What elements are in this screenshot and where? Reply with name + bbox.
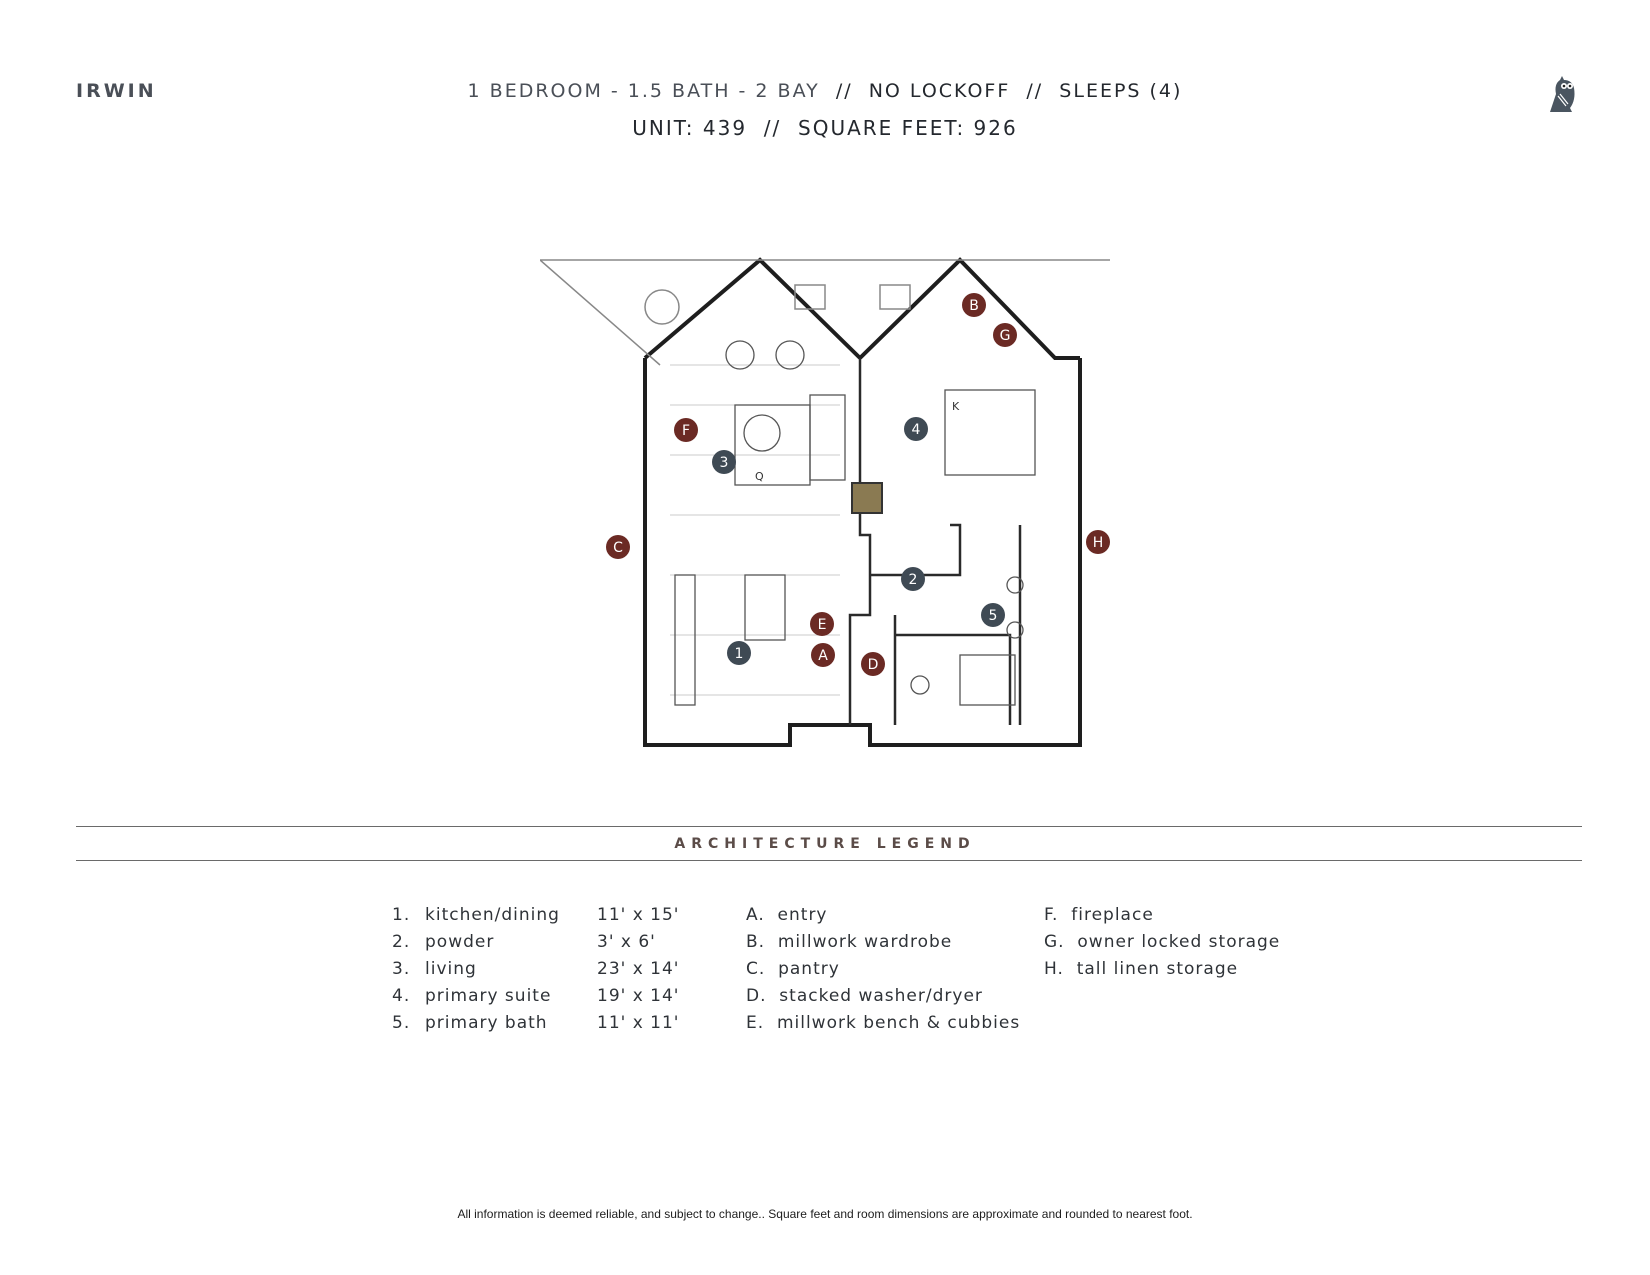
svg-text:C: C (613, 540, 623, 556)
room-marker-5 (981, 603, 1005, 627)
sofa (810, 395, 845, 480)
svg-text:4: 4 (911, 422, 921, 438)
list-item: H. tall linen storage (1044, 959, 1239, 979)
separator: // (763, 116, 782, 140)
legend-bottom-rule (76, 860, 1582, 861)
svg-text:H: H (1092, 535, 1104, 551)
list-item: D. stacked washer/dryer (746, 986, 983, 1006)
sleeps-count: SLEEPS (4) (1059, 80, 1183, 102)
disclaimer: All information is deemed reliable, and subject to change.. Square feet and room dimensions are approximate and rounded to nearest foot. (457, 1207, 1193, 1221)
list-item: 3. living 23' x 14' (392, 959, 680, 979)
fireplace-block (852, 483, 882, 513)
list-item: C. pantry (746, 959, 840, 979)
feature-marker-e (810, 612, 834, 636)
square-feet: SQUARE FEET: 926 (798, 116, 1018, 140)
list-item: 1. kitchen/dining 11' x 15' (392, 905, 680, 925)
unit-details (0, 116, 1650, 140)
feature-marker-b (962, 293, 986, 317)
svg-text:E: E (817, 617, 827, 633)
list-item: 5. primary bath 11' x 11' (392, 1013, 680, 1033)
balcony-table (645, 290, 679, 324)
svg-text:5: 5 (988, 608, 998, 624)
list-item: G. owner locked storage (1044, 932, 1281, 952)
floor-plan (540, 255, 1110, 755)
feature-marker-c (606, 535, 630, 559)
toilet (911, 676, 929, 694)
list-item: 4. primary suite 19' x 14' (392, 986, 680, 1006)
king-bed-label: K (952, 400, 960, 413)
list-item: 2. powder 3' x 6' (392, 932, 656, 952)
brand-logo-text: IRWIN (76, 80, 157, 102)
svg-text:3: 3 (719, 455, 729, 471)
svg-text:D: D (867, 657, 879, 673)
lockoff-status: NO LOCKOFF (868, 80, 1011, 102)
room-marker-2 (901, 567, 925, 591)
unit-number: UNIT: 439 (632, 116, 748, 140)
feature-marker-g (993, 323, 1017, 347)
separator: // (835, 80, 853, 102)
legend-title: ARCHITECTURE LEGEND (674, 836, 976, 852)
svg-text:2: 2 (908, 572, 918, 588)
bay-wall-left (645, 260, 860, 358)
svg-text:G: G (999, 328, 1011, 344)
list-item: A. entry (746, 905, 828, 925)
balcony-rail (540, 260, 1110, 365)
svg-text:B: B (969, 298, 979, 314)
shower (960, 655, 1015, 705)
list-item: B. millwork wardrobe (746, 932, 953, 952)
feature-marker-f (674, 418, 698, 442)
balcony-chair (880, 285, 910, 309)
feature-list (746, 902, 1046, 1037)
unit-type: 1 BEDROOM - 1.5 BATH - 2 BAY (467, 80, 820, 102)
room-marker-1 (727, 641, 751, 665)
list-item: F. fireplace (1044, 905, 1154, 925)
feature-marker-d (861, 652, 885, 676)
coffee-table (744, 415, 780, 451)
feature-marker-h (1086, 530, 1110, 554)
feature-list (1044, 902, 1344, 983)
rug (735, 405, 810, 485)
owl-logo-icon (1540, 72, 1584, 116)
feature-marker-a (811, 643, 835, 667)
room-list (392, 902, 712, 1037)
unit-summary (0, 80, 1650, 102)
svg-text:1: 1 (734, 646, 744, 662)
svg-text:F: F (681, 423, 691, 439)
room-marker-3 (712, 450, 736, 474)
list-item: E. millwork bench & cubbies (746, 1013, 1021, 1033)
interior-wall (895, 615, 1010, 725)
kitchen-counter (675, 575, 695, 705)
legend-top-rule (76, 826, 1582, 827)
svg-text:A: A (818, 648, 828, 664)
dining-table (745, 575, 785, 640)
queen-bed-label: Q (755, 470, 764, 483)
room-marker-4 (904, 417, 928, 441)
separator: // (1026, 80, 1044, 102)
